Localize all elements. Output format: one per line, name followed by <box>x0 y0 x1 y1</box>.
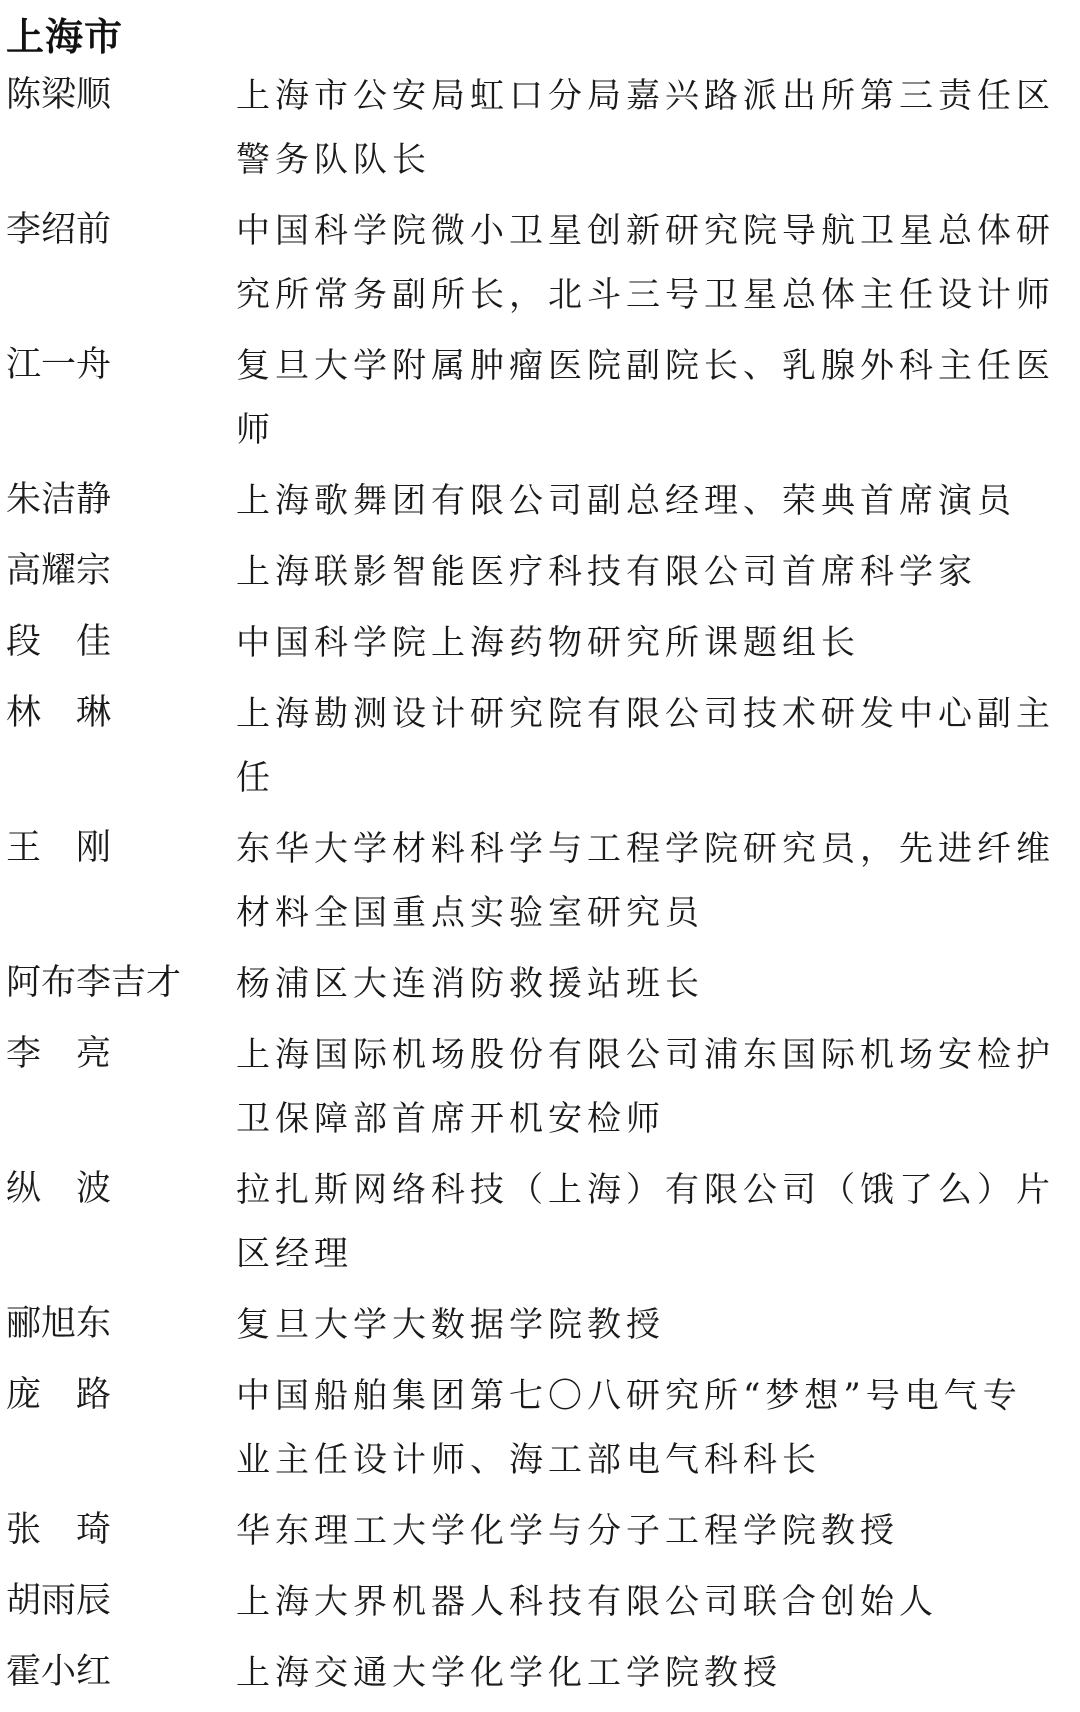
honoree-title: 华东理工大学化学与分子工程学院教授 <box>236 1511 899 1551</box>
list-item <box>0 1293 1080 1364</box>
honoree-title: 上海歌舞团有限公司副总经理、荣典首席演员 <box>236 481 1016 521</box>
list-item <box>0 1158 1080 1293</box>
honoree-title: 东华大学材料科学与工程学院研究员，先进纤维材料全国重点实验室研究员 <box>236 829 1055 933</box>
honoree-title: 中国船舶集团第七〇八研究所“梦想”号电气专业主任设计师、海工部电气科科长 <box>236 1376 1022 1480</box>
honoree-title: 拉扎斯网络科技（上海）有限公司（饿了么）片区经理 <box>236 1170 1055 1274</box>
list-item <box>0 682 1080 817</box>
list-item <box>0 1023 1080 1158</box>
honoree-name: 段 佳 <box>6 622 112 662</box>
honoree-title: 上海勘测设计研究院有限公司技术研发中心副主任 <box>236 694 1055 798</box>
honoree-name: 王 刚 <box>6 828 112 868</box>
list-item <box>0 1499 1080 1570</box>
list-item <box>0 952 1080 1023</box>
honoree-title: 中国科学院微小卫星创新研究院导航卫星总体研究所常务副所长，北斗三号卫星总体主任设计师 <box>236 211 1055 315</box>
list-item <box>0 540 1080 611</box>
honoree-title: 复旦大学附属肿瘤医院副院长、乳腺外科主任医师 <box>236 346 1055 450</box>
honoree-title: 上海联影智能医疗科技有限公司首席科学家 <box>236 552 977 592</box>
list-item <box>0 817 1080 952</box>
honoree-name: 郦旭东 <box>6 1304 112 1344</box>
honoree-name: 林 琳 <box>6 693 112 733</box>
honoree-title: 上海市公安局虹口分局嘉兴路派出所第三责任区警务队队长 <box>236 76 1055 180</box>
honoree-name: 江一舟 <box>6 345 112 385</box>
honoree-name: 李绍前 <box>6 210 112 250</box>
honoree-name: 霍小红 <box>6 1652 112 1692</box>
honoree-name: 胡雨辰 <box>6 1581 112 1621</box>
honoree-name: 纵 波 <box>6 1169 112 1209</box>
honoree-title: 上海交通大学化学化工学院教授 <box>236 1653 782 1693</box>
list-item <box>0 334 1080 469</box>
honoree-name: 阿布李吉才 <box>6 963 182 1003</box>
list-item <box>0 199 1080 334</box>
list-item <box>0 64 1080 199</box>
list-item <box>0 1641 1080 1712</box>
honoree-name: 张 琦 <box>6 1510 112 1550</box>
honoree-name: 陈梁顺 <box>6 75 112 115</box>
honoree-list <box>0 64 1080 1712</box>
honoree-name: 高耀宗 <box>6 551 112 591</box>
honoree-title: 上海国际机场股份有限公司浦东国际机场安检护卫保障部首席开机安检师 <box>236 1035 1055 1139</box>
list-item <box>0 1364 1080 1499</box>
list-item <box>0 611 1080 682</box>
honoree-title: 上海大界机器人科技有限公司联合创始人 <box>236 1582 938 1622</box>
honoree-name: 朱洁静 <box>6 480 112 520</box>
honoree-title: 复旦大学大数据学院教授 <box>236 1305 665 1345</box>
section-title: 上海市 <box>6 15 124 59</box>
honoree-name: 庞 路 <box>6 1375 112 1415</box>
honoree-title: 杨浦区大连消防救援站班长 <box>236 964 704 1004</box>
honoree-name: 李 亮 <box>6 1034 112 1074</box>
honoree-title: 中国科学院上海药物研究所课题组长 <box>236 623 860 663</box>
list-item <box>0 1570 1080 1641</box>
list-item <box>0 469 1080 540</box>
